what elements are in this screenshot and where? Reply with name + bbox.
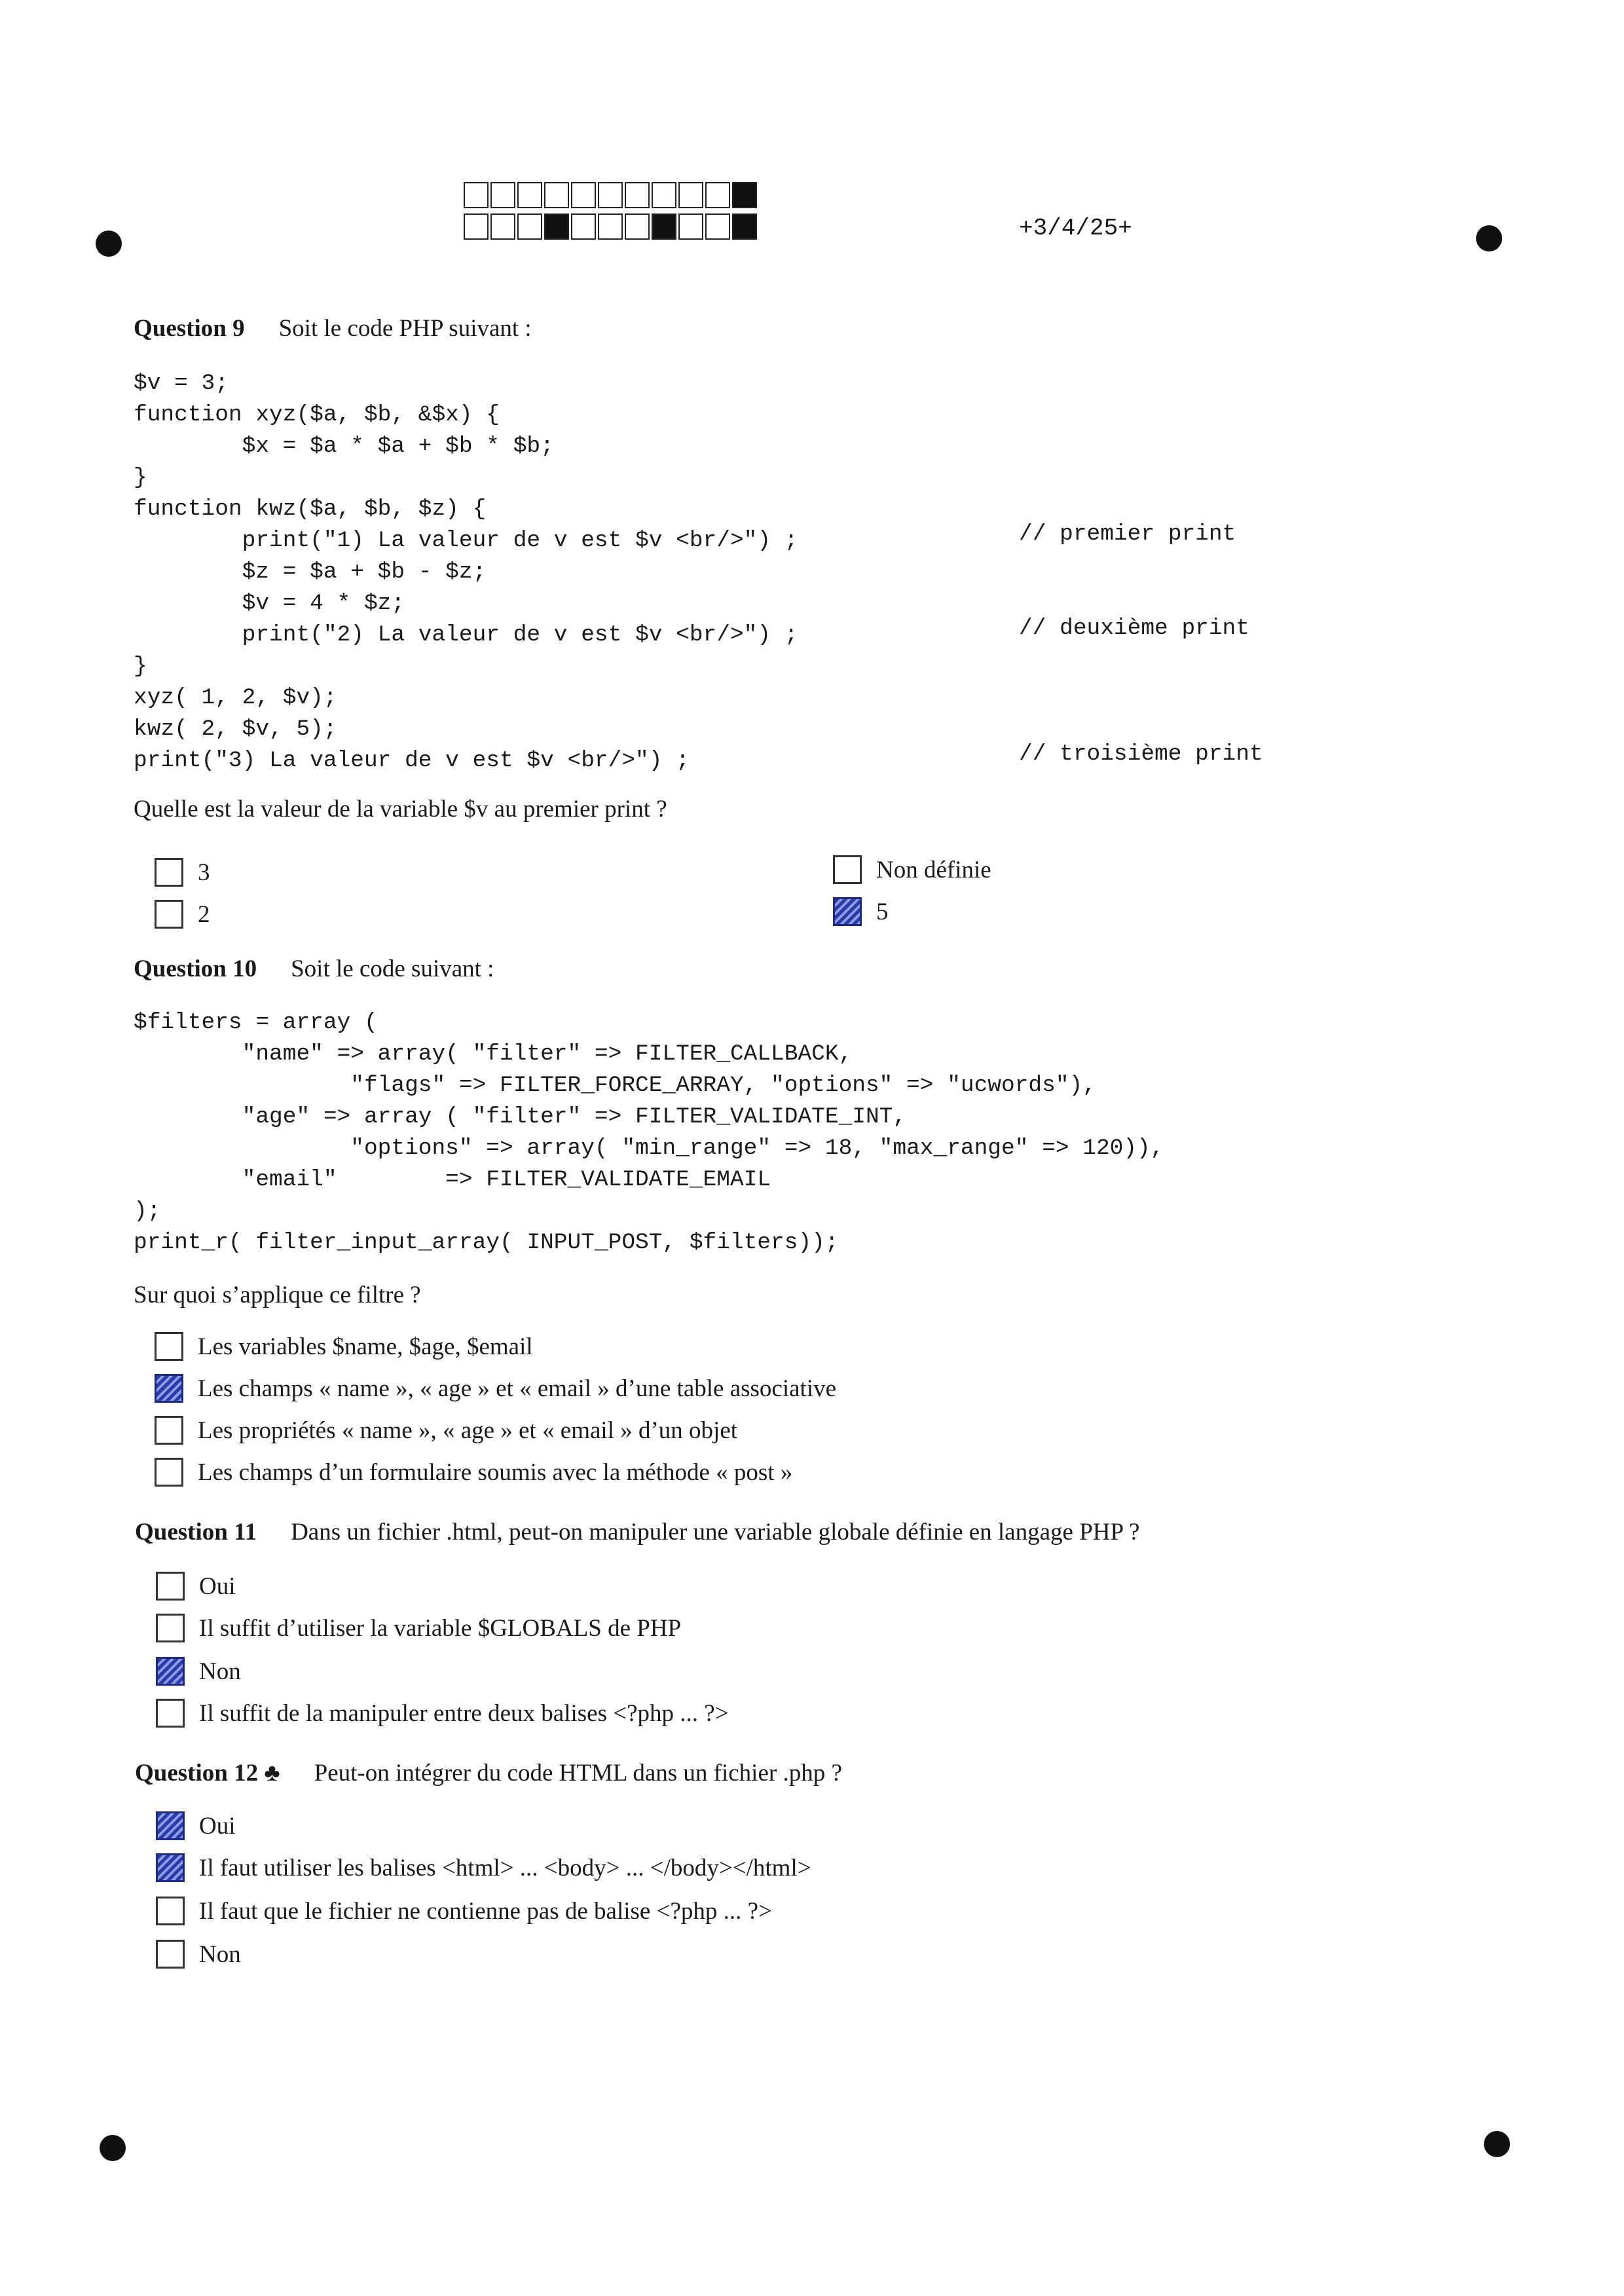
q10-option-1-checkbox[interactable]	[155, 1332, 183, 1361]
barcode-cell	[517, 182, 542, 208]
q11-option-3-label: Non	[199, 1657, 241, 1685]
registration-mark-bottom-right	[1484, 2131, 1510, 2157]
barcode-cell	[464, 182, 489, 208]
q10-option-3-checkbox[interactable]	[155, 1416, 183, 1445]
q10-option-1-label: Les variables $name, $age, $email	[198, 1333, 533, 1360]
q10-option-2-checkbox[interactable]	[155, 1374, 183, 1403]
q11-option-1-checkbox[interactable]	[156, 1572, 185, 1601]
q12-option-2[interactable]	[156, 1853, 811, 1882]
question-9-heading	[134, 314, 532, 343]
question-9-prompt: Quelle est la valeur de la variable $v au premier print ?	[134, 796, 667, 823]
q10-option-1[interactable]	[155, 1332, 533, 1361]
barcode-cell	[705, 182, 730, 208]
question-11-label: Question 11	[135, 1519, 257, 1546]
q12-option-3-label: Il faut que le fichier ne contienne pas de balise <?php ... ?>	[199, 1897, 772, 1925]
barcode-cell	[732, 182, 757, 208]
barcode-cell	[625, 213, 650, 240]
barcode-cell	[652, 182, 676, 208]
comment-deuxieme-print: // deuxième print	[1019, 616, 1249, 641]
q12-option-1[interactable]	[156, 1811, 236, 1840]
q9-option-5-checkbox[interactable]	[833, 897, 862, 926]
question-10-label: Question 10	[134, 955, 257, 982]
q11-option-1[interactable]	[156, 1572, 236, 1601]
registration-mark-top-left	[96, 231, 122, 257]
question-12-intro: Peut-on intégrer du code HTML dans un fichier .php ?	[314, 1760, 842, 1787]
q10-option-4-label: Les champs d’un formulaire soumis avec la méthode « post »	[198, 1458, 793, 1486]
q9-option-3[interactable]	[155, 858, 210, 887]
barcode-row-1	[464, 182, 759, 207]
question-12-heading	[135, 1759, 842, 1787]
barcode-cell	[517, 213, 542, 240]
barcode-cell	[625, 182, 650, 208]
q12-option-2-label: Il faut utiliser les balises <html> ... <body> ... </body></html>	[199, 1854, 811, 1881]
barcode-cell	[598, 182, 623, 208]
question-11-heading	[135, 1518, 1139, 1546]
q9-option-non-definie-label: Non définie	[876, 856, 991, 883]
barcode-row-2	[464, 213, 759, 238]
q12-option-1-checkbox[interactable]	[156, 1811, 185, 1840]
q11-option-1-label: Oui	[199, 1572, 236, 1600]
q11-option-3-checkbox[interactable]	[156, 1657, 185, 1686]
q10-option-2-label: Les champs « name », « age » et « email » d’une table associative	[198, 1375, 837, 1402]
q10-option-4[interactable]	[155, 1458, 792, 1487]
question-9-code: $v = 3; function xyz($a, $b, &$x) { $x = $a * $a + $b * $b; } function kwz($a, $b, $z) { print("1) La valeur de v est $v <br/>") ; $z = $a + $b - $z; $v = 4 * $z; print("2) La valeur de v est $v <br/>") ; } xyz( 1, 2, $v); kwz( 2, $v, 5); print("3) La valeur de v est $v <br/>") ;	[134, 371, 798, 773]
barcode-cell	[571, 213, 596, 240]
barcode-cell	[598, 213, 623, 240]
q11-option-4[interactable]	[156, 1699, 729, 1728]
question-11-intro: Dans un fichier .html, peut-on manipuler une variable globale définie en langage PHP ?	[291, 1519, 1140, 1546]
q12-option-4-label: Non	[199, 1940, 241, 1968]
q12-option-2-checkbox[interactable]	[156, 1853, 185, 1882]
q10-option-2[interactable]	[155, 1374, 836, 1403]
q9-option-5-label: 5	[876, 898, 889, 925]
q11-option-4-checkbox[interactable]	[156, 1699, 185, 1728]
q9-option-2-checkbox[interactable]	[155, 900, 183, 929]
registration-mark-bottom-left	[100, 2135, 126, 2161]
q11-option-2-label: Il suffit d’utiliser la variable $GLOBALS de PHP	[199, 1614, 682, 1642]
q9-option-non-definie[interactable]	[833, 855, 991, 884]
q11-option-2-checkbox[interactable]	[156, 1614, 185, 1642]
question-10-prompt: Sur quoi s’applique ce filtre ?	[134, 1282, 421, 1308]
q11-option-4-label: Il suffit de la manipuler entre deux balises <?php ... ?>	[199, 1699, 729, 1727]
q9-option-2[interactable]	[155, 900, 210, 929]
q9-option-non-definie-checkbox[interactable]	[833, 855, 862, 884]
q9-option-3-label: 3	[198, 859, 210, 886]
barcode-cell	[490, 213, 515, 240]
q10-option-4-checkbox[interactable]	[155, 1458, 183, 1487]
question-9-label: Question 9	[134, 315, 245, 342]
q11-option-3[interactable]	[156, 1657, 241, 1686]
q12-option-3-checkbox[interactable]	[156, 1897, 185, 1925]
q9-option-5[interactable]	[833, 897, 889, 926]
registration-mark-top-right	[1476, 225, 1502, 251]
question-10-intro: Soit le code suivant :	[291, 955, 494, 982]
q9-option-3-checkbox[interactable]	[155, 858, 183, 887]
question-10-heading	[134, 955, 494, 983]
barcode-cell	[705, 213, 730, 240]
barcode-cell	[571, 182, 596, 208]
q11-option-2[interactable]	[156, 1614, 681, 1642]
barcode-cell	[490, 182, 515, 208]
barcode-cell	[732, 213, 757, 240]
barcode-cell	[544, 182, 569, 208]
comment-premier-print: // premier print	[1019, 521, 1236, 547]
barcode-cell	[652, 213, 676, 240]
q12-option-4-checkbox[interactable]	[156, 1940, 185, 1969]
comment-troisieme-print: // troisième print	[1019, 741, 1263, 767]
question-10-code: $filters = array ( "name" => array( "filter" => FILTER_CALLBACK, "flags" => FILTER_FORCE_ARRAY, "options" => "ucwords"), "age" => array ( "filter" => FILTER_VALIDATE_INT, "options" => array( "min_range" => 18, "max_range" => 120)), "email" => FILTER_VALIDATE_EMAIL ); print_r( filter_input_array( INPUT_POST, $filters));	[134, 1010, 1164, 1255]
question-12-label: Question 12 ♣	[135, 1760, 280, 1787]
q12-option-3[interactable]	[156, 1897, 772, 1925]
q10-option-3[interactable]	[155, 1416, 737, 1445]
page-id: +3/4/25+	[1019, 215, 1132, 242]
q12-option-1-label: Oui	[199, 1812, 236, 1840]
question-9-intro: Soit le code PHP suivant :	[278, 315, 532, 342]
barcode-cell	[678, 182, 703, 208]
barcode-cell	[464, 213, 489, 240]
q12-option-4[interactable]	[156, 1940, 241, 1969]
q10-option-3-label: Les propriétés « name », « age » et « email » d’un objet	[198, 1416, 738, 1444]
barcode-cell	[544, 213, 569, 240]
barcode-cell	[678, 213, 703, 240]
q9-option-2-label: 2	[198, 900, 210, 928]
